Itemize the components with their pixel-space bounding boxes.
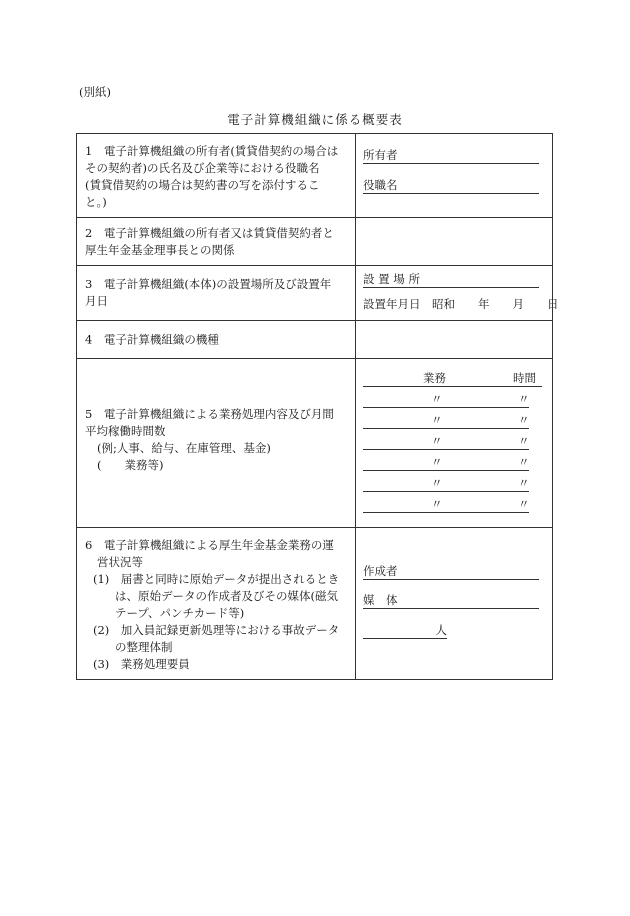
item-text: 業務処理要員 xyxy=(120,657,190,671)
table-row-model xyxy=(77,321,553,359)
ops-row[interactable] xyxy=(363,455,529,471)
ditto-mark: 〃 xyxy=(518,455,530,469)
ditto-mark: 〃 xyxy=(518,434,530,448)
ditto-mark: 〃 xyxy=(518,413,530,427)
item-text: 加入員記録更新処理等における事故データの整理体制 xyxy=(115,623,340,654)
row5-example-suffix: ( 業務等) xyxy=(97,458,164,472)
item-text: 届書と同時に原始データが提出されるときは、原始データの作成者及びその媒体(磁気テープ、パンチカード等) xyxy=(115,572,340,620)
table-row-owner xyxy=(77,134,553,218)
row1-line: (賃貸借契約の場合は契約書の写を添付するこ xyxy=(85,178,320,192)
row1-line: その契約者)の氏名及び企業等における役職名 xyxy=(85,161,320,175)
ops-row[interactable] xyxy=(363,476,529,492)
table-row-operations xyxy=(77,359,553,528)
row3-description xyxy=(77,266,356,321)
row3-entry xyxy=(356,266,559,321)
ops-header-task: 業務 xyxy=(423,371,446,385)
item-number: (2) xyxy=(93,623,110,637)
ditto-mark: 〃 xyxy=(518,476,530,490)
table-row-relationship xyxy=(77,218,553,266)
ops-row[interactable] xyxy=(363,413,529,429)
ditto-mark: 〃 xyxy=(431,497,443,511)
item-number: (1) xyxy=(93,572,110,586)
row1-entry xyxy=(356,134,553,218)
row3-line: 3 電子計算機組織(本体)の設置場所及び設置年 xyxy=(85,277,332,291)
row2-line: 厚生年金基金理事長との関係 xyxy=(85,242,235,257)
ops-row[interactable] xyxy=(363,497,529,513)
table-row-location xyxy=(77,266,553,321)
ditto-mark: 〃 xyxy=(431,392,443,406)
item-number: (3) xyxy=(93,657,110,671)
row2-entry[interactable] xyxy=(356,218,553,266)
row1-description xyxy=(77,134,356,218)
table-row-management xyxy=(77,528,553,680)
ops-row[interactable] xyxy=(363,392,529,408)
ditto-mark: 〃 xyxy=(431,476,443,490)
row4-description xyxy=(77,321,356,359)
row6-heading: 営状況等 xyxy=(97,555,143,569)
staff-count-field[interactable]: 人 xyxy=(363,622,447,639)
row5-line: 平均稼働時間数 xyxy=(85,424,166,438)
installation-place-field[interactable]: 設 置 場 所 xyxy=(363,271,539,288)
ditto-mark: 〃 xyxy=(518,392,530,406)
owner-field[interactable]: 所有者 xyxy=(363,147,539,164)
ditto-mark: 〃 xyxy=(431,413,443,427)
row2-description xyxy=(77,218,356,266)
row5-description xyxy=(77,359,356,528)
row5-example: (例;人事、給与、在庫管理、基金) xyxy=(97,441,271,455)
row6-item xyxy=(85,622,349,656)
row1-line: 1 電子計算機組織の所有者(賃貸借契約の場合は xyxy=(85,144,339,158)
row1-line: と。) xyxy=(85,195,107,209)
row3-line: 月日 xyxy=(85,294,108,308)
row6-entry xyxy=(356,528,553,680)
medium-field[interactable]: 媒 体 xyxy=(363,592,539,609)
ops-header-time: 時間 xyxy=(513,371,536,385)
row5-line: 5 電子計算機組織による業務処理内容及び月間 xyxy=(85,407,334,421)
installation-date-field[interactable]: 設置年月日 昭和 年 月 日 xyxy=(363,297,559,311)
creator-field[interactable]: 作成者 xyxy=(363,563,539,580)
position-field[interactable]: 役職名 xyxy=(363,177,539,194)
row6-heading: 6 電子計算機組織による厚生年金基金業務の運 xyxy=(85,538,334,552)
ops-header xyxy=(363,371,542,387)
row6-item xyxy=(85,571,349,622)
ditto-mark: 〃 xyxy=(518,497,530,511)
ops-row[interactable] xyxy=(363,434,529,450)
row6-description xyxy=(77,528,356,680)
row4-line: 4 電子計算機組織の機種 xyxy=(85,332,219,346)
row5-entry xyxy=(356,359,553,528)
summary-table xyxy=(76,133,559,680)
form-title: 電子計算機組織に係る概要表 xyxy=(227,112,403,127)
ditto-mark: 〃 xyxy=(431,434,443,448)
attachment-note: (別紙) xyxy=(79,85,111,99)
row2-line: 2 電子計算機組織の所有者又は賃貸借契約者と xyxy=(85,225,334,240)
row4-entry[interactable] xyxy=(356,321,553,359)
row6-item xyxy=(85,656,349,673)
ditto-mark: 〃 xyxy=(431,455,443,469)
